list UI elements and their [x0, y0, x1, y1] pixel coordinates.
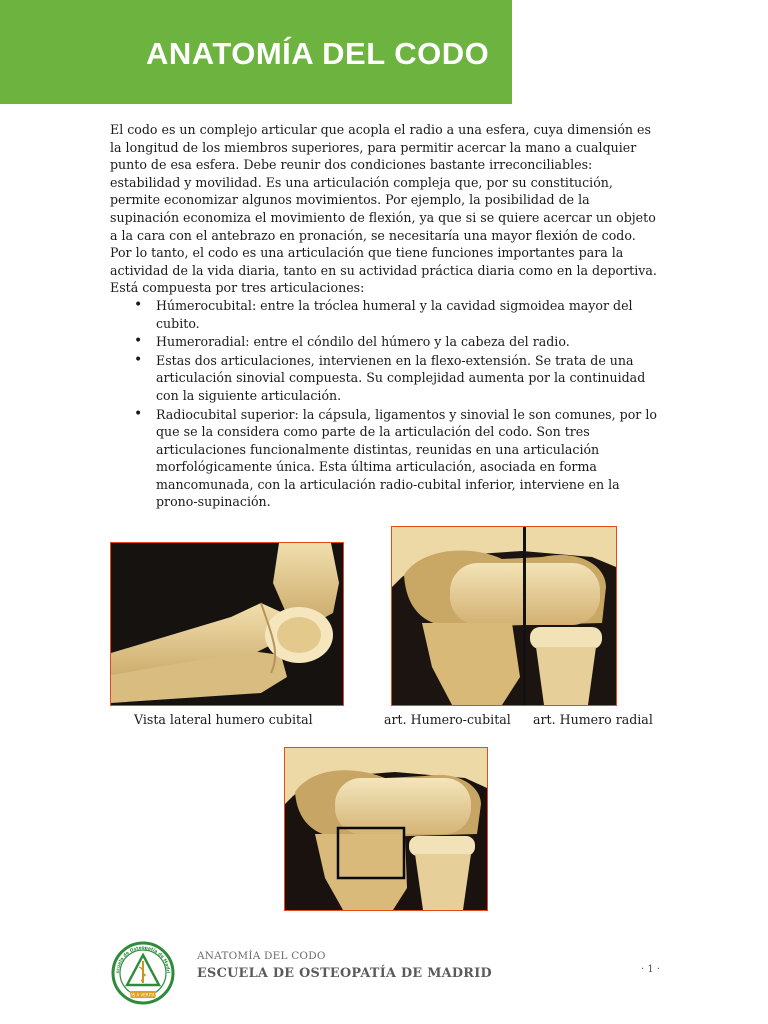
school-logo — [109, 941, 177, 1005]
header-band — [0, 0, 512, 104]
list-item: • Humeroradial: entre el cóndilo del húmero y la cabeza del radio. — [156, 333, 658, 351]
footer-school-name: ESCUELA DE OSTEOPATÍA DE MADRID — [197, 966, 492, 981]
logo-text: scuela de Osteopatía de Madri — [115, 945, 171, 974]
list-item: • Estas dos articulaciones, intervienen en la flexo-extensión. Se trata de una articulación sinovial compuesta. Su complejidad aumenta por la continuidad con la siguiente articulación. — [156, 352, 658, 405]
logo-motto: VIS A VERITAS — [128, 992, 158, 998]
page-number: · 1 · — [641, 964, 661, 975]
caption-humero-radial: art. Humero radial — [533, 712, 653, 727]
lead-paragraph: Está compuesta por tres articulaciones: — [110, 280, 365, 296]
body-text — [110, 121, 658, 512]
footer-subtitle: ANATOMÍA DEL CODO — [197, 950, 326, 962]
intro-paragraph: El codo es un complejo articular que acopla el radio a una esfera, cuya dimensión es la longitud de los miembros superiores, para permitir acercar la mano a cualquier punto de esa esfera. Debe reunir dos condiciones bastante irreconciliables: estabilidad y movilidad. Es una articulación compleja que, por su constitución, permite economizar algunos movimientos. Por ejemplo, la posibilidad de la supinación economiza el movimiento de flexión, ya que si se quiere acercar un objeto a la cara con el antebrazo en pronación, se necesitaría una mayor flexión de codo. Por lo tanto, el codo es una articulación que tiene funciones importantes para la actividad de la vida diaria, tanto en su actividad práctica diaria como en la deportiva. — [110, 122, 657, 278]
caption-lateral: Vista lateral humero cubital — [134, 712, 313, 727]
lateral-view-photo — [110, 542, 344, 706]
radioulnar-detail-photo — [284, 747, 488, 911]
page-title: ANATOMÍA DEL CODO — [146, 36, 490, 71]
frontal-joint-photo — [391, 526, 617, 706]
articulation-list — [110, 297, 658, 511]
list-item: • Radiocubital superior: la cápsula, ligamentos y sinovial le son comunes, por lo que se la considera como parte de la articulación del codo. Son tres articulaciones funcionalmente distintas, reunidas en una articulación morfológicamente única. Esta última articulación, asociada en forma mancomunada, con la articulación radio-cubital inferior, interviene en la prono-supinación. — [156, 406, 658, 512]
caption-humero-cubital: art. Humero-cubital — [384, 712, 511, 727]
list-item: • Húmerocubital: entre la tróclea humeral y la cavidad sigmoidea mayor del cubito. — [156, 297, 658, 332]
